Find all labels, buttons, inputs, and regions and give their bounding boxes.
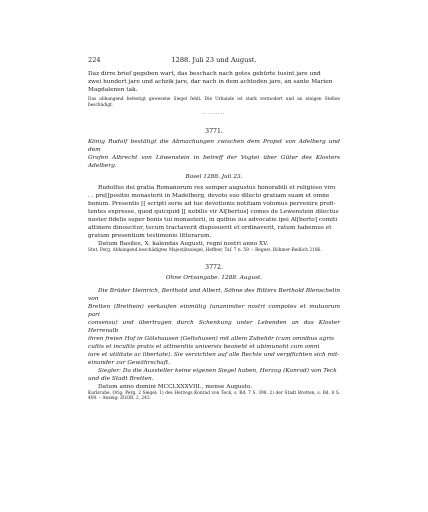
doc2-summary-line: Grafen Albrecht von Löwenstein in betreff der Vogtei über Güter des Klosters Adelberg. — [88, 155, 340, 170]
doc2-datum: Datum Basilee, X. kalendas Augusti, regni nostri anno XV. — [98, 241, 269, 248]
running-title: 1288. Juli 23 und August. — [171, 56, 257, 64]
doc2-text-line: noster fidelis super bonis tui monasterii, in quibus ius advocatie ipsi Al[berto] comiti — [88, 217, 338, 224]
doc2-number: 3771. — [205, 128, 223, 136]
doc3-summary-line: cultis et incultis pratis et attinentiis universis beaneht et ubimunoht cum omni — [88, 343, 320, 350]
doc2-text-line: Rudolfus dei gratia Romanorum rex semper augustus honorabili et religioso viro — [98, 185, 336, 192]
doc1-line: zwei hundert jare und achzik jare, dar nach in dem achtoden jare, an sante Marien — [88, 79, 333, 85]
doc3-note: Karlsruhe. Orig. Perg. 2 Siegel: 1) des Herzogs Konrad von Teck, s. Bd. 7 S. 398. 2) der Stadt Bretten, s. Bd. 8 S. 400. – Anzeig: ZGOR. 2, 243. — [88, 390, 340, 402]
doc2-note: Stut. Perg. Abhangend beschädigtes Majestätssiegel, Heffner, Taf. 7 n. 59. – Regest: Böhmer-Redlich 2186. — [88, 248, 322, 254]
doc3-number: 3772. — [205, 263, 223, 271]
doc3-datum: Datum anno domini MCCLXXXVIII., mense Augusto. — [98, 383, 253, 390]
doc2-text-line: tentes expresse, quod quicquid [[ nobilis vir Al[bertus] comes de Lewenstein dilectus — [88, 209, 339, 216]
doc3-summary-line: Bretten (Brethein) verkaufen einmütig (unanimiter nostri compotes et mutuorum pari — [88, 303, 340, 318]
doc3-siegler-line: Siegler: Da die Aussteller keine eigenen Siegel haben, Herzog (Konrad) von Teck — [98, 367, 337, 374]
doc3-summary-line: einander zur Gewährschaft. — [88, 359, 171, 366]
doc2-place-date: Basel 1288. Juli 23. — [185, 174, 243, 181]
separator: ········· — [202, 111, 226, 118]
doc1-line: Magdalenen tak. — [88, 87, 138, 93]
doc2-summary-line: König Rudolf bestätigt die Abmachungen zwischen dem Propst von Adelberg und dem — [88, 139, 340, 154]
doc1-note: Das abhangend befestigt gewesene Siegel fehlt. Die Urkunde ist stark vermodert und an einigen Stellen beschädigt. — [88, 97, 340, 108]
doc3-place-date: Ohne Ortsangabe. 1288. August. — [165, 274, 263, 281]
doc3-siegler-line: und die Stadt Bretten. — [88, 375, 154, 382]
page-number: 224 — [88, 56, 101, 64]
doc2-text-line: bonum. Presentis [[ scripti serie ad tue devotionis notitiam volumus pervenire profi- — [88, 201, 336, 208]
doc1-line: Daz dirre brief gegeben wart, das beschach nach gotes gebürte tusint jare und — [88, 71, 321, 77]
page-header — [88, 56, 340, 66]
doc2-text-line: . . pre[[positio monasterii in Madelberg, devoto suo dilecto gratiam suam et omne — [88, 193, 330, 200]
doc2-text-line: attinere dinoscitur, tecum tractaverit disposuerit et ordinaverit, ratum habemus et — [88, 225, 332, 232]
doc2-text-line: gratum presentium testimonio litterarum. — [88, 233, 212, 240]
doc3-summary-line: ihren freien Hof in Gölshausen (Geltshusen) mit allem Zubehör (cum omnibus agris — [88, 335, 334, 342]
doc3-summary-line: iure et utilitate ac libertate). Sie verzichten auf alle Rechte und verpflichten sich mit- — [88, 351, 340, 358]
page-body — [88, 70, 340, 402]
doc3-summary-line: Die Brüder Heinrich, Berthold und Albert, Söhne des Ritters Berthold Blenschelin von — [88, 287, 340, 302]
doc3-summary-line: consensu) und übertragen durch Schenkung unter Lebenden an das Kloster Herrenalb — [88, 319, 340, 334]
